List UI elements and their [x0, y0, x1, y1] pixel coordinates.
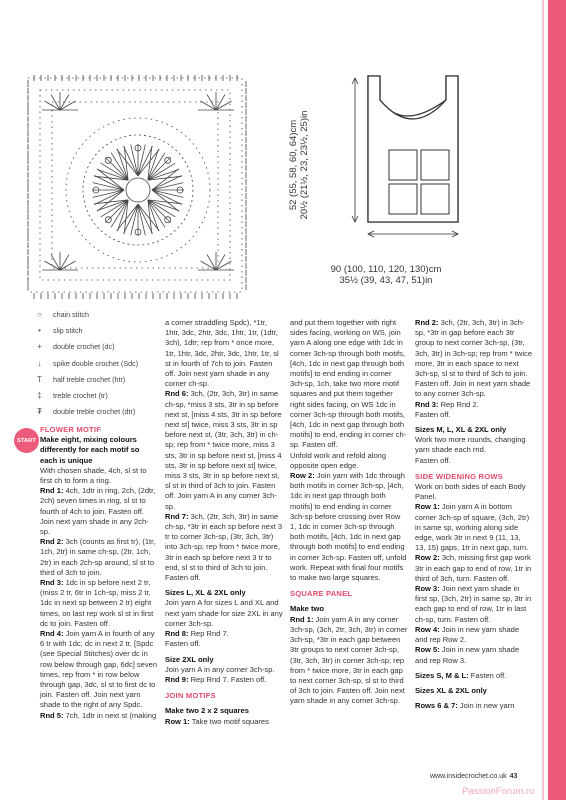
watermark: PassionForum.ru — [462, 786, 535, 797]
treble-crochet-icon: ‡ — [37, 391, 42, 401]
legend-label: double treble crochet (dtr) — [53, 407, 136, 417]
subheading: Size 2XL only — [165, 654, 214, 664]
petal-stitch — [105, 200, 128, 223]
subheading: Sizes XL & 2XL only — [415, 685, 487, 695]
instruction-text: Unfold work and refold along opposite open edge. — [290, 450, 387, 470]
motif-circle-outer — [66, 118, 210, 262]
instruction-row: Row 1: Take two motif squares — [165, 716, 269, 726]
motif-round-border — [52, 102, 218, 268]
legend-label: spike double crochet (Sdc) — [53, 358, 139, 368]
column-1-body — [40, 466, 158, 721]
page-footer — [430, 773, 517, 780]
petal-stitch — [148, 157, 171, 180]
instruction-row: Rnd 6: 3ch, (2tr, 3ch, 3tr) in same ch-sp, *miss 3 sts, 3tr in sp before next st, [miss 4 sts, 3tr in sp before next st] twice, miss 3 sts, 3tr in sp before next st, (3tr, 3ch, 3tr) in ch-sp; rep from * twice more, miss 3 sts, 3tr in sp before next st, [miss 4 sts, 3tr in sp before next st] twice, miss 3 sts, 3tr in sp before next st, sl st in third of 3ch to join. Fasten off. Join yarn A in any corner 3ch-sp. — [165, 389, 282, 511]
petal-stitch — [148, 200, 171, 223]
instruction-row: Rnd 3: Rep Rnd 2. — [415, 399, 479, 409]
subheading: Make two 2 x 2 squares — [165, 706, 249, 716]
legend-label: half treble crochet (htr) — [53, 374, 126, 384]
start-badge: START — [14, 428, 39, 453]
instruction-row: Row 4: Join in new yarn shade and rep Row 2. — [415, 624, 520, 645]
width-cm: 90 (100, 110, 120, 130)cm — [330, 264, 442, 275]
instruction-row: Rnd 3: 1dc in sp before next 2 tr, (miss 2 tr, 6tr in 1ch-sp, miss 2 tr, 1dc in next sp between 2 tr) eight times, on last rep work sl st in first dc to join. Fasten off. — [40, 578, 154, 628]
page-edge-stripe — [548, 0, 566, 800]
width-measurement — [316, 264, 456, 286]
subheading: Make two — [290, 604, 324, 614]
instruction-text: Join yarn A in any corner 3ch-sp. — [165, 664, 275, 674]
legend-item — [33, 322, 153, 338]
double-crochet-icon: + — [37, 342, 42, 352]
instruction-row: Rnd 1: Join yarn A in any corner 3ch-sp, (3ch, 2tr, 3ch, 3tr) in corner 3ch-sp, *3tr in each gap between 3tr groups to next corner 3ch-sp, (3tr, 3ch, 3tr) in corner 3ch-sp; rep from * twice more, 3tr in each gap to next corner 3ch-sp, sl st to third of 3ch to join. Fasten off. Join next yarn shade in any corner 3ch-sp. — [290, 614, 408, 706]
height-measurement — [288, 101, 312, 229]
page-edge-line — [542, 0, 544, 800]
footer-site: www.insidecrochet.co.uk — [430, 773, 507, 780]
section-title: SQUARE PANEL — [290, 589, 353, 599]
instruction-row: Row 2: Join yarn with 1dc through both motifs in corner 3ch-sp, [4ch, 1dc in next gap through both motifs] to end ending in corner 3ch-sp before crossing over Row 1, 1dc in corner 3ch-sp through both motifs, [4ch, 1dc in next gap through both motifs] to end ending in corner 3ch-sp. Fasten off, unfold work. Repeat with final four motifs to make two large squares. — [290, 471, 407, 583]
legend-item — [33, 387, 153, 403]
instruction-text: Fasten off. — [165, 639, 201, 649]
subheading: Rows 6 & 7: Join in new yarn — [415, 701, 515, 711]
text-column-4 — [415, 318, 533, 711]
flower-motif-subtitle: Make eight, mixing colours differently for each motif so each is unique — [40, 435, 140, 465]
legend-label: treble crochet (tr) — [53, 391, 108, 401]
legend-item — [33, 306, 153, 322]
section-title-flower-motif: FLOWER MOTIF — [40, 425, 102, 434]
text-column-2 — [165, 318, 283, 727]
height-cm: 52 (55, 58, 60, 64)cm — [288, 119, 299, 211]
instruction-row: Rnd 9: Rep Rnd 7. Fasten off. — [165, 674, 267, 684]
text-column-3 — [290, 318, 408, 707]
height-in: 20½ (21½, 23, 23½, 25)in — [299, 110, 310, 220]
half-treble-crochet-icon: T — [37, 374, 42, 384]
section-title: JOIN MOTIFS — [165, 691, 216, 701]
instruction-text: Join yarn A for sizes L and XL and next yarn shade for size 2XL in any corner 3ch-sp. — [165, 598, 283, 628]
instruction-row: Row 2: 3ch, missing first gap work 3tr in each gap to end of row, 1tr in third of 3ch, turn. Fasten off. — [415, 553, 532, 583]
motif-chart — [20, 70, 256, 310]
instruction-row: Rnd 2: 3ch, (2tr, 3ch, 3tr) in 3ch-sp, *3tr in gap before each 3tr group to next corner 3ch-sp, (3tr, 3ch, 3tr) in 3ch-sp; rep from * twice more, 3tr in each space to next 3ch-sp, sl st to third of 3ch to join. Fasten off. Join in next yarn shade to any corner 3ch-sp. — [415, 318, 533, 399]
petal-stitch — [105, 157, 128, 180]
legend-item — [33, 404, 153, 420]
instruction-row: Row 5: Join in new yarn shade and rep Row 3. — [415, 645, 520, 665]
legend-item — [33, 355, 153, 371]
legend-item — [33, 339, 153, 355]
spike-double-crochet-icon: ↓ — [37, 358, 42, 368]
motif-round-border — [40, 90, 230, 280]
double-treble-crochet-icon: ₮ — [37, 407, 42, 417]
text-column-1 — [40, 425, 158, 721]
chain-stitch-icon: ○ — [37, 309, 42, 319]
slip-stitch-icon: • — [38, 325, 41, 335]
subheading: Sizes M, L, XL & 2XL only — [415, 425, 507, 435]
instruction-row: Row 1: Join yarn A in bottom corner 3ch-sp of square, (3ch, 2tr) in same sp, working along side edge, work 3tr in next 9 (11, 13, 13, 15) gaps, 1tr in next gap, turn. — [415, 502, 530, 553]
page-number: 43 — [509, 773, 518, 780]
instruction-text: Work two more rounds, changing yarn shade each rnd. — [415, 435, 526, 455]
instruction-row: Rnd 7: 3ch, (2tr, 3ch, 3tr) in same ch-sp, *3tr in each sp before next 3 tr to corner 3ch-sp, (3tr, 3ch, 3tr) into 3ch-sp; rep from * twice more, 3tr in each sp before next 3 tr to end, sl st to third of 3ch to join. Fasten off. — [165, 511, 283, 583]
instruction-text: Work on both sides of each Body Panel. — [415, 482, 526, 502]
instruction-row: Rnd 5: 7ch, 1dtr in next st (making — [40, 710, 157, 720]
legend-label: chain stitch — [53, 309, 89, 319]
center-ring — [126, 178, 150, 202]
subheading: Sizes L, XL & 2XL only — [165, 588, 246, 598]
instruction-text: a corner straddling Spdc), *1tr, 1htr, 3dc, 2htr, 3dc, 1htr, 1tr, (1dtr, 3ch), 1dtr; rep from * once more, 1tr, 1htr, 3dc, 2htr, 3dc, 1htr, 1tr, sl st in fourth of 7ch to join. Fasten off. Join next yarn shade in any corner ch-sp. — [165, 318, 279, 389]
width-in: 35½ (39, 43, 47, 51)in — [339, 275, 433, 286]
instruction-text: and put them together with right sides facing, working on WS, join yarn A along one edge with 1dc in corner 3ch-sp through both motifs, [4ch, 1dc in next gap through both motifs] to end ending in corner 3ch-sp, 1ch, take two more motif squares and put them together right sides facing, on WS 1dc in corner 3ch-sp through both motifs, [4ch, 1dc in next gap through both motifs] to end, ending in corner ch-sp. Fasten off. — [290, 318, 407, 450]
instruction-text: With chosen shade, 4ch, sl st to first ch to form a ring. — [40, 465, 147, 486]
instruction-text: Fasten off. — [415, 409, 451, 419]
legend-label: double crochet (dc) — [53, 342, 115, 352]
legend-item — [33, 371, 153, 387]
section-title: SIDE WIDENING ROWS — [415, 471, 503, 481]
instruction-row: Row 3: Join next yarn shade in first sp, (3ch, 2tr) in same sp, 3tr in each gap to end of row, 1tr in last ch-sp, turn. Fasten off. — [415, 584, 532, 624]
subheading: Sizes S, M & L: Fasten off. — [415, 670, 507, 680]
instruction-row: Rnd 1: 4ch, 1dtr in ring, 2ch, (2dtr, 2ch) seven times in ring, sl st to fourth of 4ch to join. Fasten off. Join next yarn shade in any 2ch-sp. — [40, 486, 156, 537]
instruction-row: Rnd 4: Join yarn A in fourth of any 6 tr with 1dc, dc in next 2 tr, [Spdc (see Special Stitches) over dc in row below through gap, 6dc] seven times, rep from * in row below through gap, 3dc, sl st to first dc to join. Fasten off. Join next yarn shade to the right of any Spdc. — [40, 629, 158, 710]
instruction-row: Rnd 2: 3ch (counts as first tr), (1tr, 1ch, 2tr) in same ch-sp, (2tr, 1ch, 2tr) in each 2ch-sp around, sl st to third of 3ch to join. — [40, 537, 156, 577]
page-edge-gap — [544, 0, 548, 800]
stitch-legend — [33, 306, 153, 420]
instruction-text: Fasten off. — [415, 455, 451, 465]
legend-label: slip stitch — [53, 325, 83, 335]
instruction-row: Rnd 8: Rep Rnd 7. — [165, 629, 229, 639]
